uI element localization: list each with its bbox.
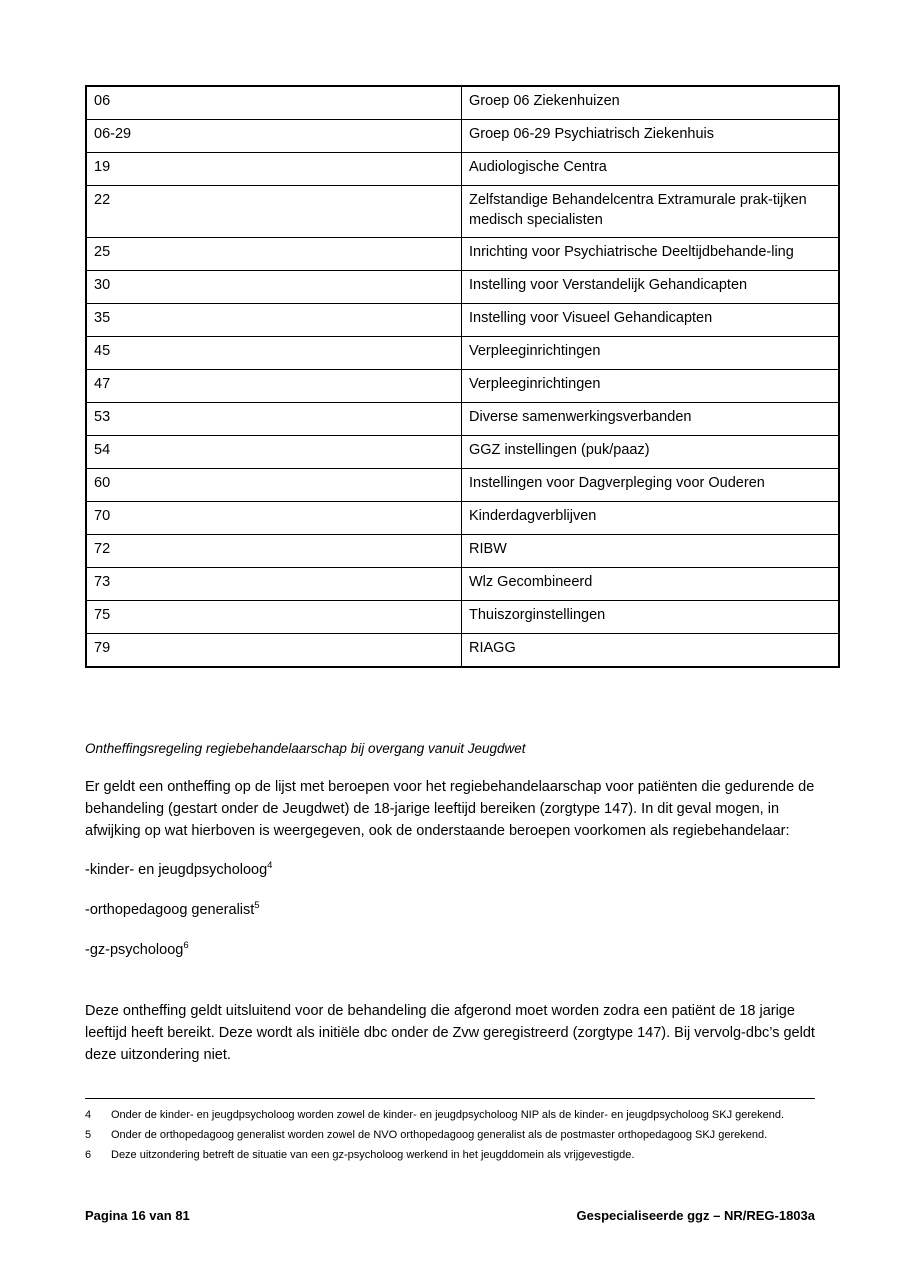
cell-name: Kinderdagverblijven — [462, 502, 840, 535]
cell-code: 06 — [86, 86, 462, 120]
table-row — [86, 370, 839, 403]
spacer — [85, 961, 815, 983]
footnote-number: 6 — [85, 1149, 92, 1162]
table-row — [86, 271, 839, 304]
footnote-separator — [85, 1098, 815, 1099]
table-row — [86, 634, 839, 668]
list-item-label: -gz-psycholoog — [85, 941, 184, 958]
footnote-marker: 5 — [254, 900, 260, 912]
table-row — [86, 568, 839, 601]
footnote — [85, 1128, 815, 1144]
list-item — [85, 940, 815, 962]
table-row — [86, 120, 839, 153]
paragraph-closing: Deze ontheffing geldt uitsluitend voor de behandeling die afgerond moet worden zodra een patiënt de 18 jarige leeftijd heeft bereikt. Deze wordt als initiële dbc onder de Zvw geregistreerd (zorgtype 147). Bij vervolg-dbc’s geldt deze uitzondering niet. — [85, 1003, 815, 1064]
table-row — [86, 502, 839, 535]
footnotes-block — [85, 1108, 815, 1164]
table-row — [86, 153, 839, 186]
table-row — [86, 436, 839, 469]
table-row — [86, 86, 839, 120]
cell-name: RIBW — [462, 535, 840, 568]
table-row — [86, 469, 839, 502]
cell-name: Audiologische Centra — [462, 153, 840, 186]
cell-code: 06-29 — [86, 120, 462, 153]
cell-name: Groep 06 Ziekenhuizen — [462, 86, 840, 120]
cell-code: 72 — [86, 535, 462, 568]
cell-code: 73 — [86, 568, 462, 601]
cell-name: Thuiszorginstellingen — [462, 601, 840, 634]
table-row — [86, 601, 839, 634]
cell-code: 53 — [86, 403, 462, 436]
cell-code: 60 — [86, 469, 462, 502]
cell-code: 25 — [86, 238, 462, 271]
table-body — [86, 86, 839, 667]
footnote-marker: 6 — [183, 939, 189, 951]
cell-code: 79 — [86, 634, 462, 668]
cell-code: 35 — [86, 304, 462, 337]
footnote-text: Onder de orthopedagoog generalist worden zowel de NVO orthopedagoog generalist als de postmaster orthopedagoog SKJ gerekend. — [111, 1129, 768, 1142]
footnote — [85, 1108, 815, 1124]
list-item-label: -orthopedagoog generalist — [85, 901, 255, 918]
section-heading: Ontheffingsregeling regiebehandelaarschap bij overgang vanuit Jeugdwet — [85, 741, 526, 757]
page-number: Pagina 16 van 81 — [85, 1208, 190, 1223]
cell-code: 70 — [86, 502, 462, 535]
cell-name: RIAGG — [462, 634, 840, 668]
table-row — [86, 304, 839, 337]
cell-name: Verpleeginrichtingen — [462, 337, 840, 370]
page-footer — [85, 1208, 815, 1223]
footnote — [85, 1148, 815, 1164]
table-row — [86, 186, 839, 238]
cell-code: 54 — [86, 436, 462, 469]
footnote-number: 5 — [85, 1129, 92, 1142]
page-content — [85, 85, 815, 1168]
cell-name: Instellingen voor Dagverpleging voor Ouderen — [462, 469, 840, 502]
cell-name: Verpleeginrichtingen — [462, 370, 840, 403]
cell-name: Inrichting voor Psychiatrische Deeltijdbehande-ling — [462, 238, 840, 271]
list-item-label: -kinder- en jeugdpsycholoog — [85, 862, 268, 879]
cell-code: 19 — [86, 153, 462, 186]
cell-code: 30 — [86, 271, 462, 304]
footnote-text: Deze uitzondering betreft de situatie van een gz-psycholoog werkend in het jeugddomein als vrijgevestigde. — [111, 1149, 635, 1162]
footnote-text: Onder de kinder- en jeugdpsycholoog worden zowel de kinder- en jeugdpsycholoog NIP als de kinder- en jeugdpsycholoog SKJ gerekend. — [111, 1109, 785, 1122]
footnote-number: 4 — [85, 1109, 92, 1122]
cell-name: Groep 06-29 Psychiatrisch Ziekenhuis — [462, 120, 840, 153]
cell-name: Diverse samenwerkingsverbanden — [462, 403, 840, 436]
table-row — [86, 238, 839, 271]
cell-code: 47 — [86, 370, 462, 403]
paragraph-intro: Er geldt een ontheffing op de lijst met beroepen voor het regiebehandelaarschap voor patiënten die gedurende de behandeling (gestart onder de Jeugdwet) de 18-jarige leeftijd bereiken (zorgtype 147). In dit geval mogen, in afwijking op wat hierboven is weergegeven, ook de onderstaande beroepen voorkomen als regiebehandelaar: — [85, 779, 815, 840]
cell-name: Instelling voor Verstandelijk Gehandicapten — [462, 271, 840, 304]
table-row — [86, 337, 839, 370]
cell-code: 75 — [86, 601, 462, 634]
list-item — [85, 900, 815, 922]
footnote-marker: 4 — [267, 860, 273, 872]
institution-codes-table — [85, 85, 840, 668]
cell-code: 45 — [86, 337, 462, 370]
cell-name: Instelling voor Visueel Gehandicapten — [462, 304, 840, 337]
cell-code: 22 — [86, 186, 462, 238]
table-row — [86, 535, 839, 568]
cell-name: Zelfstandige Behandelcentra Extramurale prak-tijken medisch specialisten — [462, 186, 840, 238]
cell-name: GGZ instellingen (puk/paaz) — [462, 436, 840, 469]
cell-name: Wlz Gecombineerd — [462, 568, 840, 601]
document-reference: Gespecialiseerde ggz – NR/REG-1803a — [576, 1208, 815, 1223]
list-item — [85, 860, 815, 882]
table-row — [86, 403, 839, 436]
